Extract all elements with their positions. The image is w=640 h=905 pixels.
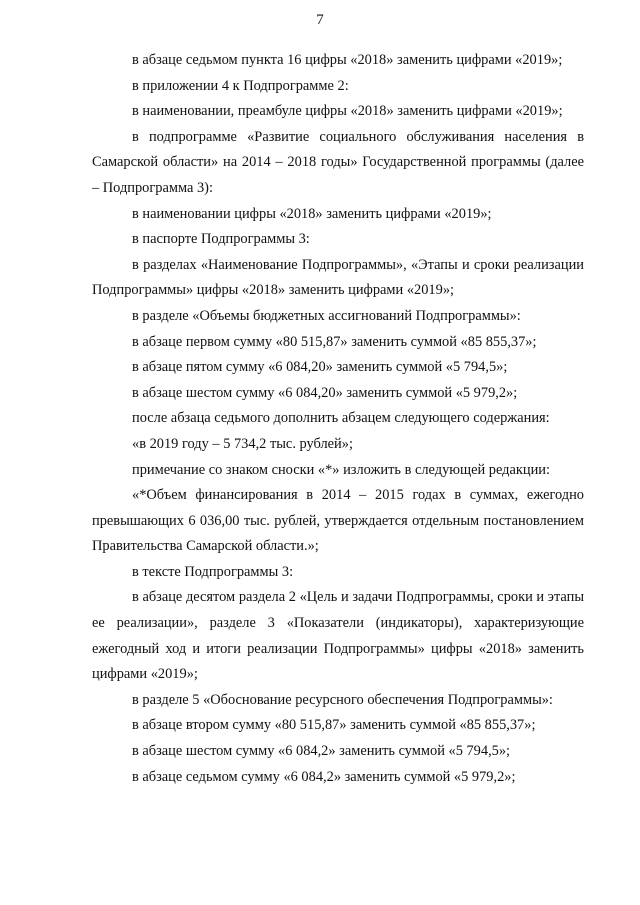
paragraph-14: примечание со знаком сноски «*» изложить в следующей редакции: — [132, 461, 550, 478]
paragraph-2: в приложении 4 к Подпрограмме 2: — [132, 77, 349, 94]
paragraph-17: в абзаце десятом раздела 2 «Цель и задачи Подпрограммы, сроки и этапы ее реализации», разделе 3 «Показатели (индикаторы), характеризующие ежегодный ход и итоги реализации Подпрограммы» цифры «2018» заменить цифрами «2019»; — [92, 589, 584, 683]
paragraph-12: после абзаца седьмого дополнить абзацем следующего содержания: — [132, 410, 550, 427]
document-body — [92, 48, 584, 790]
paragraph-19: в абзаце втором сумму «80 515,87» заменить суммой «85 855,37»; — [132, 717, 536, 734]
paragraph-5: в наименовании цифры «2018» заменить цифрами «2019»; — [132, 205, 492, 222]
paragraph-11: в абзаце шестом сумму «6 084,20» заменить суммой «5 979,2»; — [132, 384, 518, 401]
paragraph-3: в наименовании, преамбуле цифры «2018» заменить цифрами «2019»; — [132, 103, 563, 120]
paragraph-1: в абзаце седьмом пункта 16 цифры «2018» заменить цифрами «2019»; — [132, 52, 563, 68]
paragraph-7: в разделах «Наименование Подпрограммы», «Этапы и сроки реализации Подпрограммы» цифры «2018» заменить цифрами «2019»; — [92, 256, 584, 299]
paragraph-16: в тексте Подпрограммы 3: — [132, 563, 294, 580]
paragraph-4: в подпрограмме «Развитие социального обслуживания населения в Самарской области» на 2014 – 2018 годы» Государственной программы (далее – Подпрограмма 3): — [92, 128, 584, 196]
page-number: 7 — [316, 12, 324, 28]
paragraph-18: в разделе 5 «Обоснование ресурсного обеспечения Подпрограммы»: — [132, 691, 553, 708]
paragraph-21: в абзаце седьмом сумму «6 084,2» заменить суммой «5 979,2»; — [132, 768, 516, 785]
paragraph-15: «*Объем финансирования в 2014 – 2015 годах в суммах, ежегодно превышающих 6 036,00 тыс. рублей, утверждается отдельным постановлением Правительства Самарской области.»; — [92, 487, 584, 555]
paragraph-6: в паспорте Подпрограммы 3: — [132, 231, 310, 248]
paragraph-10: в абзаце пятом сумму «6 084,20» заменить суммой «5 794,5»; — [132, 359, 508, 376]
paragraph-8: в разделе «Объемы бюджетных ассигнований Подпрограммы»: — [132, 307, 521, 324]
paragraph-9: в абзаце первом сумму «80 515,87» заменить суммой «85 855,37»; — [132, 333, 537, 350]
paragraph-20: в абзаце шестом сумму «6 084,2» заменить суммой «5 794,5»; — [132, 743, 511, 760]
paragraph-13: «в 2019 году – 5 734,2 тыс. рублей»; — [132, 435, 353, 452]
